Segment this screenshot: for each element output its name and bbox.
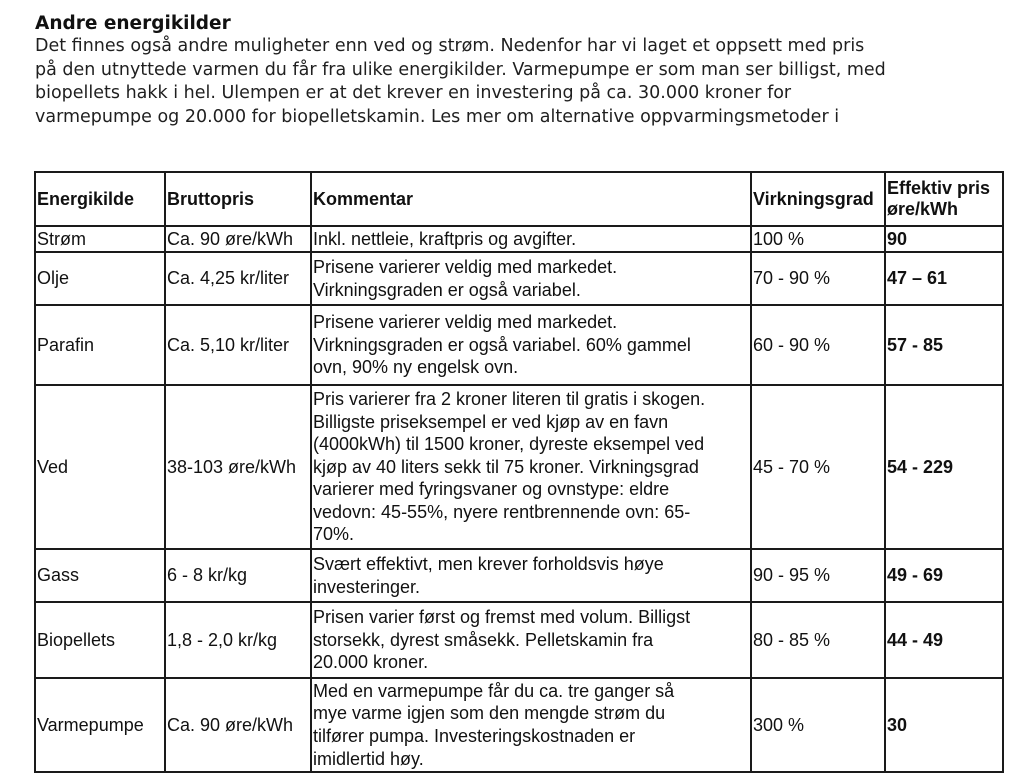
cell-efficiency: 60 - 90 % <box>751 305 885 385</box>
table-row <box>35 305 1003 385</box>
comment-line: investeringer. <box>313 576 421 597</box>
cell-effective-price: 44 - 49 <box>885 602 1003 678</box>
table-row <box>35 226 1003 252</box>
cell-gross-price: Ca. 5,10 kr/liter <box>165 305 311 385</box>
comment-line: 20.000 kroner. <box>313 652 429 673</box>
comment-line: kjøp av 40 liters sekk til 75 kroner. Virkningsgrad <box>313 456 699 477</box>
cell-comment <box>311 602 751 678</box>
header-comment: Kommentar <box>311 172 751 226</box>
intro-paragraph <box>35 35 1015 129</box>
cell-effective-price: 30 <box>885 678 1003 772</box>
comment-line: Virkningsgraden er også variabel. 60% gammel <box>313 334 691 355</box>
table-row <box>35 602 1003 678</box>
cell-energy-source: Strøm <box>35 226 165 252</box>
comment-line: (4000kWh) til 1500 kroner, dyreste eksempel ved <box>313 434 705 455</box>
comment-line: varierer med fyringsvaner og ovnstype: eldre <box>313 479 670 500</box>
table-body <box>35 226 1003 772</box>
cell-gross-price: Ca. 4,25 kr/liter <box>165 252 311 305</box>
table-row <box>35 385 1003 549</box>
cell-comment <box>311 305 751 385</box>
table-header-row <box>35 172 1003 226</box>
comment-line: Prisen varier først og fremst med volum. Billigst <box>313 607 691 628</box>
cell-efficiency: 90 - 95 % <box>751 549 885 602</box>
cell-effective-price: 90 <box>885 226 1003 252</box>
energy-price-table <box>34 171 1004 773</box>
comment-line: ovn, 90% ny engelsk ovn. <box>313 357 519 378</box>
cell-comment <box>311 549 751 602</box>
comment-line: tilfører pumpa. Investeringskostnaden er <box>313 726 636 746</box>
cell-comment <box>311 252 751 305</box>
intro-line: på den utnyttede varmen du får fra ulike energikilder. Varmepumpe er som man ser billigst, med <box>35 59 886 80</box>
cell-comment <box>311 678 751 772</box>
comment-line: Med en varmepumpe får du ca. tre ganger så <box>313 680 675 701</box>
cell-comment <box>311 226 751 252</box>
comment-line: storsekk, dyrest småsekk. Pelletskamin fra <box>313 629 654 650</box>
comment-line: Inkl. nettleie, kraftpris og avgifter. <box>313 228 577 249</box>
cell-energy-source: Olje <box>35 252 165 305</box>
cell-effective-price: 49 - 69 <box>885 549 1003 602</box>
cell-energy-source: Parafin <box>35 305 165 385</box>
table-row <box>35 678 1003 772</box>
cell-gross-price: Ca. 90 øre/kWh <box>165 226 311 252</box>
comment-line: Pris varierer fra 2 kroner literen til gratis i skogen. <box>313 388 706 409</box>
cell-energy-source: Biopellets <box>35 602 165 678</box>
comment-line: Prisene varierer veldig med markedet. <box>313 256 618 277</box>
cell-gross-price: 6 - 8 kr/kg <box>165 549 311 602</box>
comment-line: 70%. <box>313 524 355 545</box>
cell-efficiency: 70 - 90 % <box>751 252 885 305</box>
cell-effective-price: 57 - 85 <box>885 305 1003 385</box>
comment-line: mye varme igjen som den mengde strøm du <box>313 703 666 724</box>
cell-gross-price: 1,8 - 2,0 kr/kg <box>165 602 311 678</box>
header-energy-source: Energikilde <box>35 172 165 226</box>
cell-efficiency: 80 - 85 % <box>751 602 885 678</box>
cell-effective-price: 54 - 229 <box>885 385 1003 549</box>
cell-energy-source: Ved <box>35 385 165 549</box>
cell-gross-price: Ca. 90 øre/kWh <box>165 678 311 772</box>
cell-effective-price: 47 – 61 <box>885 252 1003 305</box>
cell-efficiency: 300 % <box>751 678 885 772</box>
cell-energy-source: Varmepumpe <box>35 678 165 772</box>
table-row <box>35 252 1003 305</box>
cell-comment <box>311 385 751 549</box>
header-gross-price: Bruttopris <box>165 172 311 226</box>
table-row <box>35 549 1003 602</box>
section-heading: Andre energikilder <box>35 13 231 34</box>
comment-line: vedovn: 45-55%, nyere rentbrennende ovn: 65- <box>313 501 691 522</box>
article-intro <box>35 12 1015 129</box>
comment-line: Billigste priseksempel er ved kjøp av en favn <box>313 411 669 432</box>
intro-line: Det finnes også andre muligheter enn ved og strøm. Nedenfor har vi laget et oppsett med pris <box>35 36 865 56</box>
cell-efficiency: 45 - 70 % <box>751 385 885 549</box>
header-effective-price-line2: øre/kWh <box>887 199 959 219</box>
header-efficiency: Virkningsgrad <box>751 172 885 226</box>
cell-gross-price: 38-103 øre/kWh <box>165 385 311 549</box>
cell-efficiency: 100 % <box>751 226 885 252</box>
intro-line: varmepumpe og 20.000 for biopelletskamin. Les mer om alternative oppvarmingsmetoder i <box>35 106 840 127</box>
cell-energy-source: Gass <box>35 549 165 602</box>
comment-line: imidlertid høy. <box>313 748 424 769</box>
comment-line: Svært effektivt, men krever forholdsvis høye <box>313 553 664 574</box>
comment-line: Prisene varierer veldig med markedet. <box>313 312 618 333</box>
header-effective-price-line1: Effektiv pris <box>887 178 991 198</box>
comment-line: Virkningsgraden er også variabel. <box>313 279 581 300</box>
intro-line: biopellets hakk i hel. Ulempen er at det krever en investering på ca. 30.000 kroner for <box>35 83 792 103</box>
header-effective-price <box>885 172 1003 226</box>
